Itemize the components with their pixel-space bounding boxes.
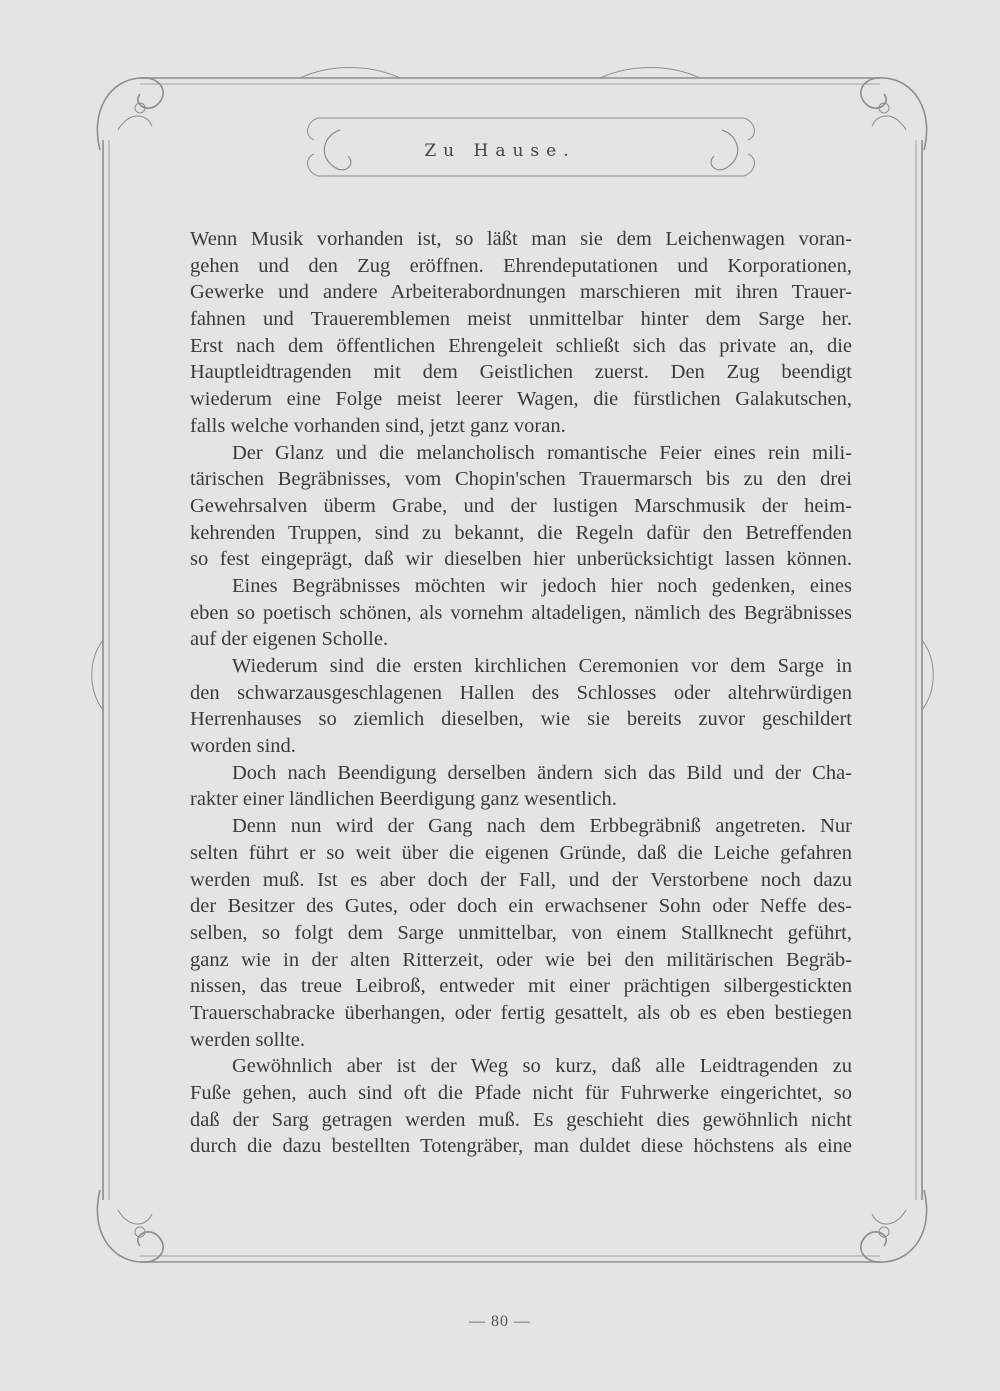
text-line: Doch nach Beendigung derselben ändern sich das Bild und der Cha- bbox=[232, 761, 852, 784]
text-line: gehen und den Zug eröffnen. Ehrendeputationen und Korporationen, bbox=[190, 254, 852, 277]
text-line: Wiederum sind die ersten kirchlichen Ceremonien vor dem Sarge in bbox=[232, 655, 852, 677]
text-line: werden muß. Ist es aber doch der Fall, und der Verstorbene noch dazu bbox=[190, 868, 852, 891]
text-line: Wenn Musik vorhanden ist, so läßt man sie dem Leichenwagen voran- bbox=[190, 228, 852, 250]
text-line: eben so poetisch schönen, als vornehm altadeligen, nämlich des Begräbnisses bbox=[190, 601, 852, 624]
text-line: daß der Sarg getragen werden muß. Es geschieht dies gewöhnlich nicht bbox=[190, 1108, 852, 1131]
body-text bbox=[190, 226, 852, 1160]
text-line: Trauerschabracke überhangen, oder fertig gesattelt, als ob es eben bestiegen bbox=[190, 1001, 852, 1024]
text-line: durch die dazu bestellten Totengräber, man duldet diese höchstens als eine bbox=[190, 1135, 852, 1158]
text-line: worden sind. bbox=[190, 735, 296, 758]
running-title: Zu Hause. bbox=[424, 141, 576, 161]
text-line: falls welche vorhanden sind, jetzt ganz voran. bbox=[190, 414, 566, 437]
text-line: so fest eingeprägt, daß wir dieselben hier unberücksichtigt lassen können. bbox=[190, 548, 852, 571]
text-line: ganz wie in der alten Ritterzeit, oder wie bei den militärischen Begräb- bbox=[190, 948, 852, 971]
text-line: wiederum eine Folge meist leerer Wagen, die fürstlichen Galakutschen, bbox=[190, 388, 852, 411]
text-line: kehrenden Truppen, sind zu bekannt, die Regeln dafür den Betreffenden bbox=[190, 521, 852, 544]
text-line: Denn nun wird der Gang nach dem Erbbegräbniß angetreten. Nur bbox=[232, 815, 852, 838]
text-line: Gewöhnlich aber ist der Weg so kurz, daß alle Leidtragenden zu bbox=[232, 1055, 852, 1078]
text-line: Der Glanz und die melancholisch romantische Feier eines rein mili- bbox=[232, 441, 852, 464]
text-line: Eines Begräbnisses möchten wir jedoch hier noch gedenken, eines bbox=[232, 574, 852, 597]
text-line: Gewerke und andere Arbeiterabordnungen marschieren mit ihren Trauer- bbox=[190, 281, 852, 304]
text-line: Hauptleidtragenden mit dem Geistlichen zuerst. Den Zug beendigt bbox=[190, 361, 852, 384]
text-line: den schwarzausgeschlagenen Hallen des Schlosses oder altehrwürdigen bbox=[190, 681, 852, 704]
page-number: — 80 — bbox=[469, 1313, 531, 1330]
text-line: selben, so folgt dem Sarge unmittelbar, von einem Stallknecht geführt, bbox=[190, 921, 852, 944]
text-line: Gewehrsalven überm Grabe, und der lustigen Marschmusik der heim- bbox=[190, 494, 852, 517]
text-line: Erst nach dem öffentlichen Ehrengeleit schließt sich das private an, die bbox=[190, 334, 852, 357]
text-line: nissen, das treue Leibroß, entweder mit einer prächtigen silbergestickten bbox=[190, 975, 852, 998]
text-line: der Besitzer des Gutes, oder doch ein erwachsener Sohn oder Neffe des- bbox=[190, 895, 852, 918]
text-line: auf der eigenen Scholle. bbox=[190, 628, 389, 651]
text-line: Herrenhauses so ziemlich dieselben, wie sie bereits zuvor geschildert bbox=[190, 708, 852, 731]
text-line: werden sollte. bbox=[190, 1028, 305, 1051]
text-line: fahnen und Traueremblemen meist unmittelbar hinter dem Sarge her. bbox=[190, 308, 852, 331]
text-line: selten führt er so weit über die eigenen Gründe, daß die Leiche gefahren bbox=[190, 841, 852, 864]
text-line: Fuße gehen, auch sind oft die Pfade nicht für Fuhrwerke eingerichtet, so bbox=[190, 1082, 852, 1104]
text-line: tärischen Begräbnisses, vom Chopin'schen Trauermarsch bis zu den drei bbox=[190, 468, 852, 491]
text-line: rakter einer ländlichen Beerdigung ganz wesentlich. bbox=[190, 788, 617, 811]
